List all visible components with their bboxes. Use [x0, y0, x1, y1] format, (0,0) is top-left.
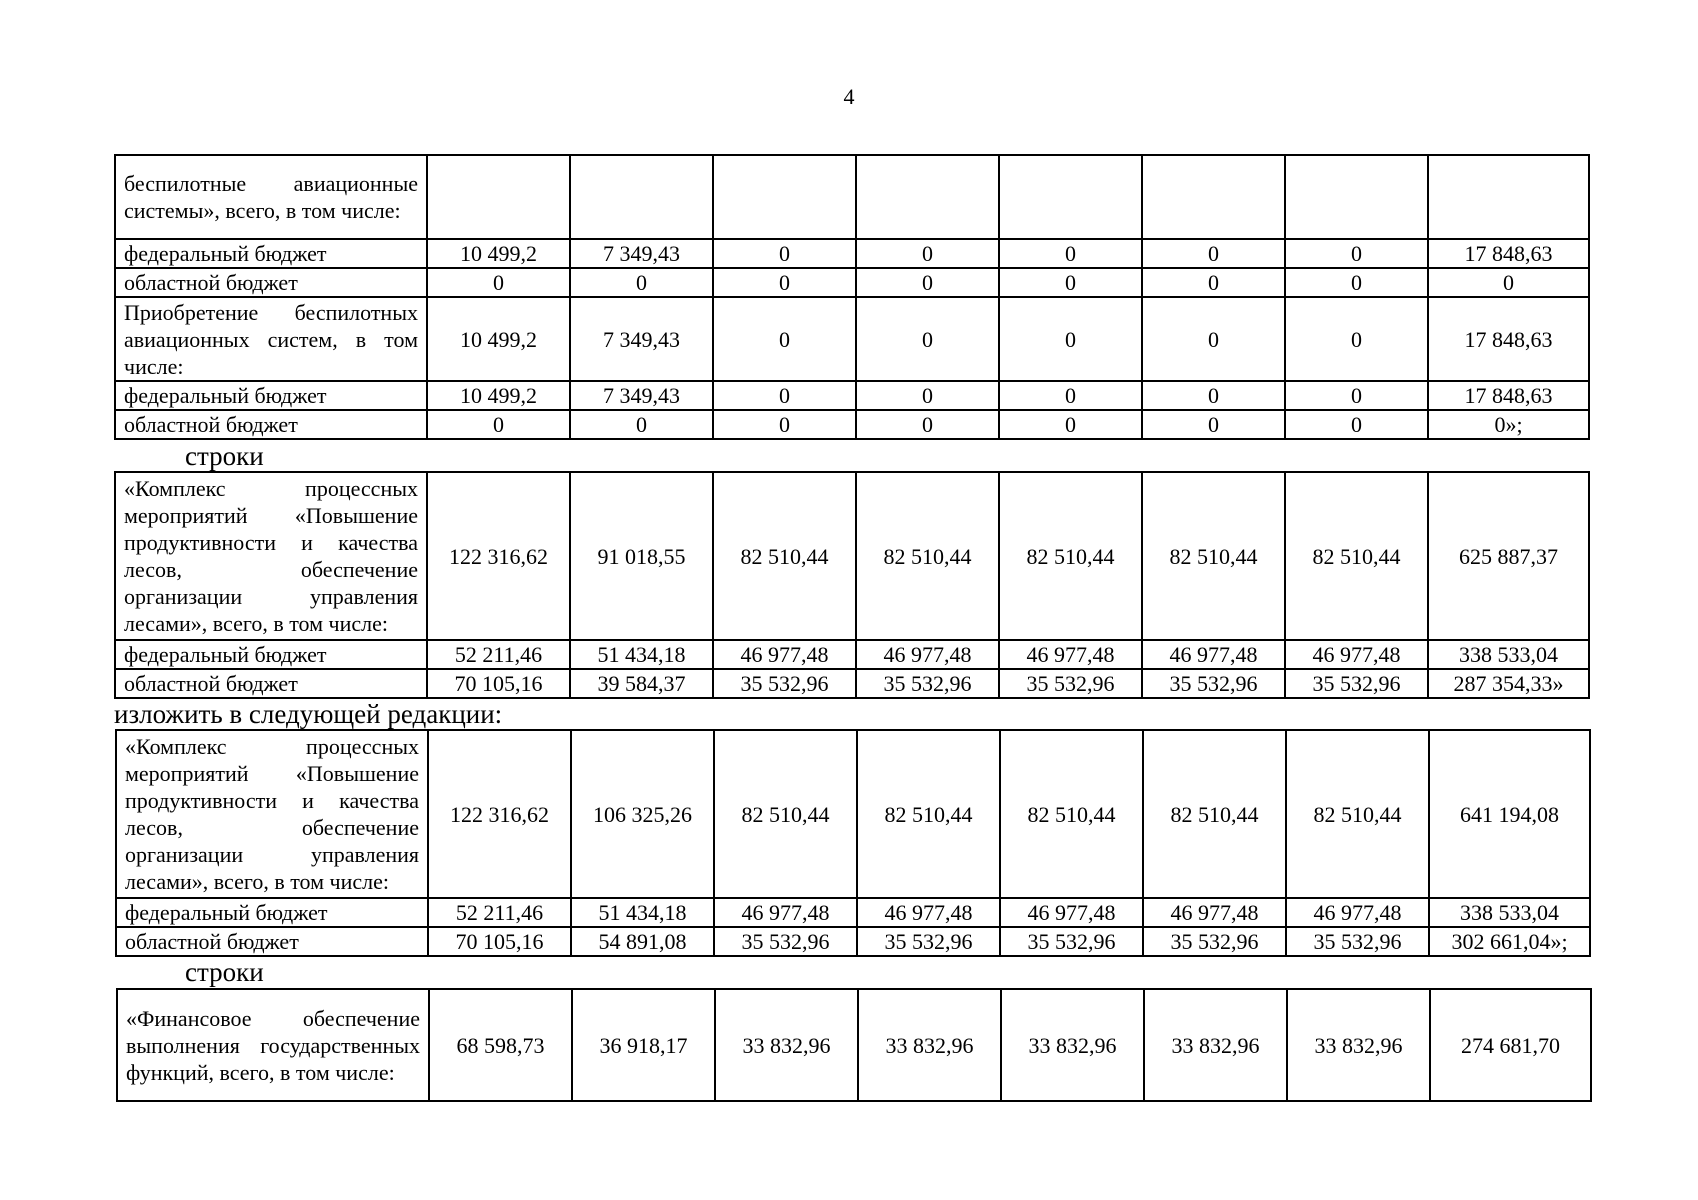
value-cell: 52 211,46: [428, 898, 571, 927]
value-cell: 70 105,16: [427, 669, 570, 698]
value-cell: 35 532,96: [857, 927, 1000, 956]
table-row: [115, 410, 1589, 439]
value-cell: 0: [1142, 297, 1285, 381]
value-cell: 0: [999, 239, 1142, 268]
value-cell: 17 848,63: [1428, 297, 1589, 381]
value-cell: 0: [713, 268, 856, 297]
value-cell: 0: [856, 297, 999, 381]
value-cell: 46 977,48: [1142, 640, 1285, 669]
value-cell: 17 848,63: [1428, 381, 1589, 410]
value-cell: [570, 155, 713, 239]
value-cell: 0: [856, 239, 999, 268]
value-cell: 46 977,48: [856, 640, 999, 669]
value-cell: [856, 155, 999, 239]
value-cell: 0: [999, 381, 1142, 410]
value-cell: 46 977,48: [999, 640, 1142, 669]
value-cell: 0: [856, 268, 999, 297]
value-cell: 36 918,17: [572, 989, 715, 1101]
row-label: федеральный бюджет: [116, 898, 428, 927]
value-cell: 0: [999, 297, 1142, 381]
value-cell: 0: [713, 381, 856, 410]
value-cell: 0: [999, 268, 1142, 297]
row-label: областной бюджет: [116, 927, 428, 956]
budget-table-4: [116, 988, 1592, 1102]
value-cell: 0: [856, 410, 999, 439]
value-cell: 0: [713, 297, 856, 381]
value-cell: 287 354,33»: [1428, 669, 1589, 698]
row-label: «Комплекс процессных мероприятий «Повышение продуктивности и качества лесов, обеспечение организации управления лесами», всего, в том числе:: [116, 730, 428, 898]
value-cell: 33 832,96: [1001, 989, 1144, 1101]
value-cell: 106 325,26: [571, 730, 714, 898]
value-cell: 68 598,73: [429, 989, 572, 1101]
row-label: областной бюджет: [115, 410, 427, 439]
value-cell: 122 316,62: [427, 472, 570, 640]
value-cell: 35 532,96: [1286, 927, 1429, 956]
value-cell: 0: [1285, 297, 1428, 381]
value-cell: 33 832,96: [858, 989, 1001, 1101]
section-label-rows: строки: [185, 441, 264, 471]
value-cell: 0: [570, 410, 713, 439]
value-cell: [427, 155, 570, 239]
value-cell: 0: [713, 410, 856, 439]
value-cell: 0: [999, 410, 1142, 439]
value-cell: 0: [1142, 381, 1285, 410]
value-cell: 70 105,16: [428, 927, 571, 956]
value-cell: 46 977,48: [857, 898, 1000, 927]
value-cell: 0: [713, 239, 856, 268]
value-cell: 33 832,96: [1287, 989, 1430, 1101]
value-cell: 46 977,48: [1000, 898, 1143, 927]
value-cell: 46 977,48: [1143, 898, 1286, 927]
value-cell: 35 532,96: [713, 669, 856, 698]
row-label: Приобретение беспилотных авиационных систем, в том числе:: [115, 297, 427, 381]
value-cell: 35 532,96: [714, 927, 857, 956]
table-row: [115, 239, 1589, 268]
page-number: 4: [843, 84, 855, 109]
value-cell: 82 510,44: [1000, 730, 1143, 898]
value-cell: 46 977,48: [713, 640, 856, 669]
section-label-new-edition: изложить в следующей редакции:: [114, 699, 503, 729]
table-row: [115, 472, 1589, 640]
value-cell: 35 532,96: [1285, 669, 1428, 698]
value-cell: 0: [1142, 410, 1285, 439]
table-row: [115, 640, 1589, 669]
budget-table-3: [115, 729, 1591, 957]
table-row: [117, 989, 1591, 1101]
value-cell: [713, 155, 856, 239]
value-cell: 641 194,08: [1429, 730, 1590, 898]
budget-table-2: [114, 471, 1590, 699]
value-cell: 35 532,96: [1000, 927, 1143, 956]
value-cell: 10 499,2: [427, 381, 570, 410]
value-cell: [999, 155, 1142, 239]
row-label: федеральный бюджет: [115, 381, 427, 410]
value-cell: 0: [570, 268, 713, 297]
table-row: [115, 381, 1589, 410]
value-cell: 82 510,44: [857, 730, 1000, 898]
table-row: [116, 898, 1590, 927]
value-cell: 122 316,62: [428, 730, 571, 898]
value-cell: 0: [1142, 268, 1285, 297]
value-cell: 52 211,46: [427, 640, 570, 669]
value-cell: 46 977,48: [714, 898, 857, 927]
row-label: «Комплекс процессных мероприятий «Повышение продуктивности и качества лесов, обеспечение организации управления лесами», всего, в том числе:: [115, 472, 427, 640]
value-cell: 54 891,08: [571, 927, 714, 956]
value-cell: 7 349,43: [570, 381, 713, 410]
value-cell: 82 510,44: [1285, 472, 1428, 640]
value-cell: 82 510,44: [714, 730, 857, 898]
row-label: беспилотные авиационные системы», всего, в том числе:: [115, 155, 427, 239]
value-cell: 82 510,44: [999, 472, 1142, 640]
value-cell: 33 832,96: [1144, 989, 1287, 1101]
table-row: [116, 730, 1590, 898]
value-cell: 33 832,96: [715, 989, 858, 1101]
value-cell: 91 018,55: [570, 472, 713, 640]
value-cell: 35 532,96: [856, 669, 999, 698]
value-cell: 51 434,18: [570, 640, 713, 669]
value-cell: 0: [427, 268, 570, 297]
value-cell: 0: [1285, 381, 1428, 410]
budget-table-1: [114, 154, 1590, 440]
value-cell: 274 681,70: [1430, 989, 1591, 1101]
value-cell: 0: [1285, 268, 1428, 297]
value-cell: 35 532,96: [1143, 927, 1286, 956]
row-label: федеральный бюджет: [115, 640, 427, 669]
value-cell: 82 510,44: [1142, 472, 1285, 640]
value-cell: 338 533,04: [1428, 640, 1589, 669]
value-cell: 625 887,37: [1428, 472, 1589, 640]
value-cell: 10 499,2: [427, 297, 570, 381]
value-cell: 82 510,44: [1143, 730, 1286, 898]
table-row: [116, 927, 1590, 956]
value-cell: [1142, 155, 1285, 239]
value-cell: 0: [427, 410, 570, 439]
value-cell: 0»;: [1428, 410, 1589, 439]
value-cell: 35 532,96: [1142, 669, 1285, 698]
table-row: [115, 155, 1589, 239]
value-cell: 0: [1428, 268, 1589, 297]
table-row: [115, 669, 1589, 698]
value-cell: 39 584,37: [570, 669, 713, 698]
value-cell: 82 510,44: [713, 472, 856, 640]
value-cell: 0: [1285, 410, 1428, 439]
value-cell: 51 434,18: [571, 898, 714, 927]
value-cell: 46 977,48: [1285, 640, 1428, 669]
value-cell: [1285, 155, 1428, 239]
value-cell: [1428, 155, 1589, 239]
value-cell: 0: [856, 381, 999, 410]
value-cell: 0: [1285, 239, 1428, 268]
value-cell: 0: [1142, 239, 1285, 268]
row-label: областной бюджет: [115, 268, 427, 297]
value-cell: 338 533,04: [1429, 898, 1590, 927]
row-label: «Финансовое обеспечение выполнения государственных функций, всего, в том числе:: [117, 989, 429, 1101]
value-cell: 7 349,43: [570, 297, 713, 381]
row-label: областной бюджет: [115, 669, 427, 698]
value-cell: 7 349,43: [570, 239, 713, 268]
value-cell: 302 661,04»;: [1429, 927, 1590, 956]
value-cell: 10 499,2: [427, 239, 570, 268]
value-cell: 82 510,44: [1286, 730, 1429, 898]
value-cell: 82 510,44: [856, 472, 999, 640]
section-label-rows-2: строки: [185, 957, 264, 987]
value-cell: 17 848,63: [1428, 239, 1589, 268]
value-cell: 35 532,96: [999, 669, 1142, 698]
value-cell: 46 977,48: [1286, 898, 1429, 927]
table-row: [115, 268, 1589, 297]
table-row: [115, 297, 1589, 381]
row-label: федеральный бюджет: [115, 239, 427, 268]
